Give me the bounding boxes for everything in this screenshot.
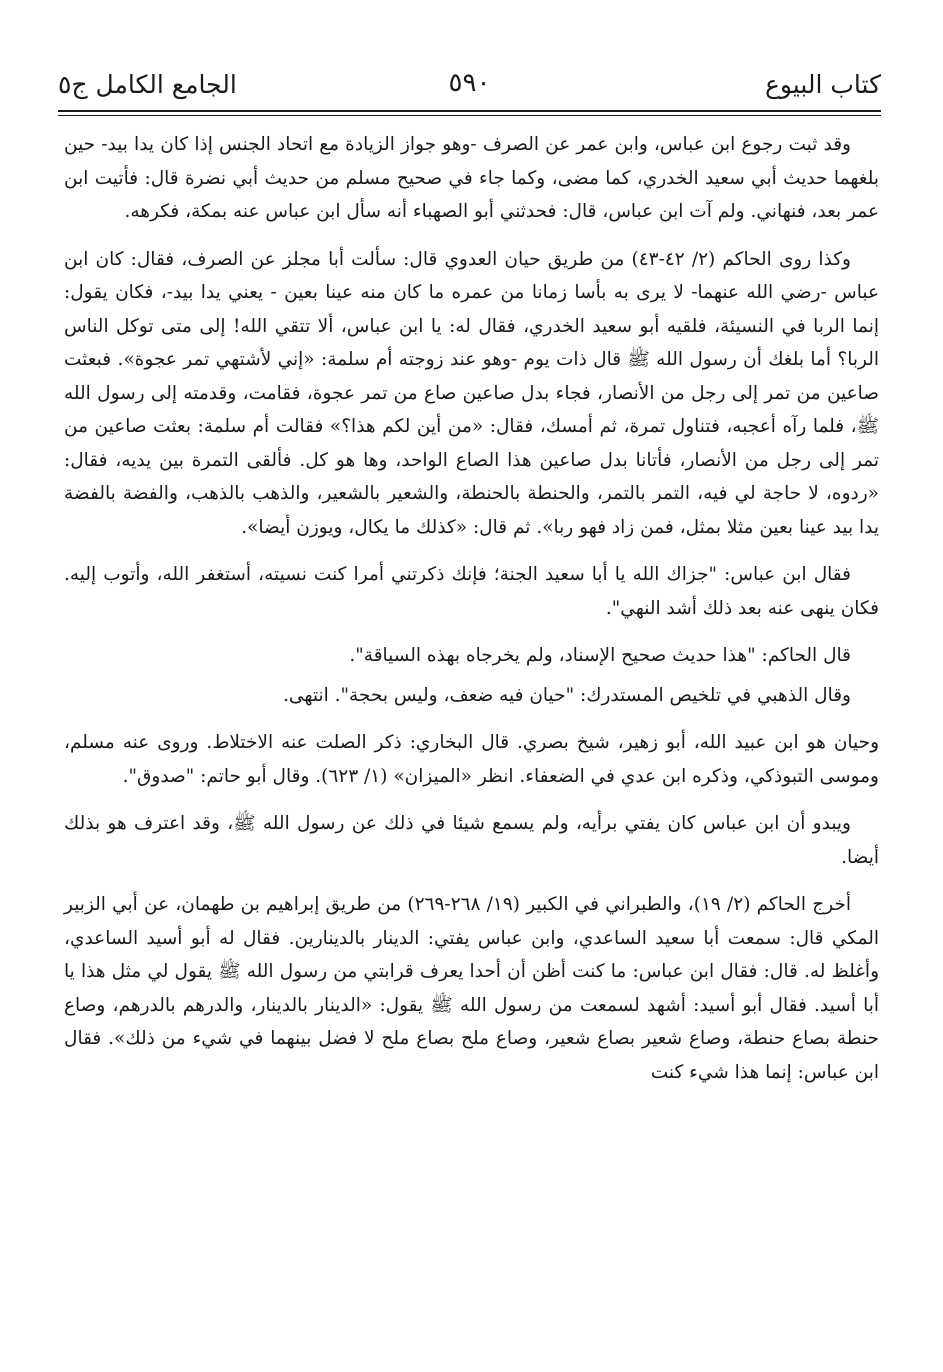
running-header [58, 62, 881, 114]
paragraph-hayyan-bio: وحيان هو ابن عبيد الله، أبو زهير، شيخ بصري. قال البخاري: ذكر الصلت عنه الاختلاط. وروى عنه مسلم، وموسى التبوذكي، وذكره ابن عدي في الضعفاء. انظر «الميزان» (١/ ٦٢٣). وقال أبو حاتم: "صدوق". [64, 732, 879, 787]
chapter-title: كتاب البيوع [764, 70, 881, 99]
paragraph-abu-usayd: أخرج الحاكم (٢/ ١٩)، والطبراني في الكبير (١٩/ ٢٦٨-٢٦٩) من طريق إبراهيم بن طهمان، عن أبي الزبير المكي قال: سمعت أبا سعيد الساعدي، وابن عباس يفتي: الدينار بالدينارين. فقال له أبو أسيد الساعدي، وأغلظ له. قال: فقال ابن عباس: ما كنت أظن أن أحدا يعرف قرابتي من رسول الله ﷺ يقول لي مثل هذا يا أبا أسيد. فقال أبو أسيد: أشهد لسمعت من رسول الله ﷺ يقول: «الدينار بالدينار، والدرهم بالدرهم، وصاع حنطة بصاع حنطة، وصاع شعير بصاع شعير، وصاع ملح بصاع ملح لا فضل بينهما في شيء من ذلك». فقال ابن عباس: إنما هذا شيء كنت [64, 894, 879, 1083]
paragraph-ibn-abbas-reply: فقال ابن عباس: "جزاك الله يا أبا سعيد الجنة؛ فإنك ذكرتني أمرا كنت نسيته، أستغفر الله، وأتوب إليه. فكان ينهى عنه بعد ذلك أشد النهي". [64, 564, 879, 619]
header-rule-thick [58, 110, 881, 112]
paragraph-retraction: وقد ثبت رجوع ابن عباس، وابن عمر عن الصرف -وهو جواز الزيادة مع اتحاد الجنس إذا كان يدا بيد- حين بلغهما حديث أبي سعيد الخدري، كما مضى، وكما جاء في صحيح مسلم من حديث أبي نضرة قال: فأتيت ابن عمر بعد، فنهاني. ولم آت ابن عباس، قال: فحدثني أبو الصهباء أنه سأل ابن عباس عنه بمكة، فكرهه. [64, 134, 879, 222]
book-title: الجامع الكامل ج٥ [58, 70, 237, 99]
paragraph-dhahabi-note: وقال الذهبي في تلخيص المستدرك: "حيان فيه ضعف، وليس بحجة". انتهى. [283, 684, 851, 706]
header-rule-thin [58, 115, 881, 116]
page-number: ٥٩٠ [448, 68, 491, 98]
paragraph-opinion: ويبدو أن ابن عباس كان يفتي برأيه، ولم يسمع شيئا في ذلك عن رسول الله ﷺ، وقد اعترف هو بذلك أيضا. [64, 813, 879, 868]
paragraph-hakim-narration: وكذا روى الحاكم (٢/ ٤٢-٤٣) من طريق حيان العدوي قال: سألت أبا مجلز عن الصرف، فقال: كان ابن عباس -رضي الله عنهما- لا يرى به بأسا زمانا من عمره ما كان منه عينا بعين - يعني يدا بيد-، فكان يقول: إنما الربا في النسيئة، فلقيه أبو سعيد الخدري، فقال له: يا ابن عباس، ألا تتقي الله! إلى متى توكل الناس الربا؟ أما بلغك أن رسول الله ﷺ قال ذات يوم -وهو عند زوجته أم سلمة: «إني لأشتهي تمر عجوة». فبعثت صاعين من تمر إلى رجل من الأنصار، فجاء بدل صاعين صاع من تمر عجوة، فقامت، وقدمته إلى رسول الله ﷺ، فلما رآه أعجبه، فتناول تمرة، ثم أمسك، فقال: «من أين لكم هذا؟» فقالت أم سلمة: بعثت صاعين من تمر إلى رجل من الأنصار، فأتانا بدل صاعين هذا الصاع الواحد، وها هو كل. فألقى التمرة بين يديه، فقال: «ردوه، لا حاجة لي فيه، التمر بالتمر، والحنطة بالحنطة، والشعير بالشعير، والذهب بالذهب، والفضة بالفضة يدا بيد عينا بعين مثلا بمثل، فمن زاد فهو ربا». ثم قال: «كذلك ما يكال، ويوزن أيضا». [64, 248, 879, 538]
paragraph-hakim-grading: قال الحاكم: "هذا حديث صحيح الإسناد، ولم يخرجاه بهذه السياقة". [349, 645, 851, 666]
page-body [64, 128, 879, 1103]
